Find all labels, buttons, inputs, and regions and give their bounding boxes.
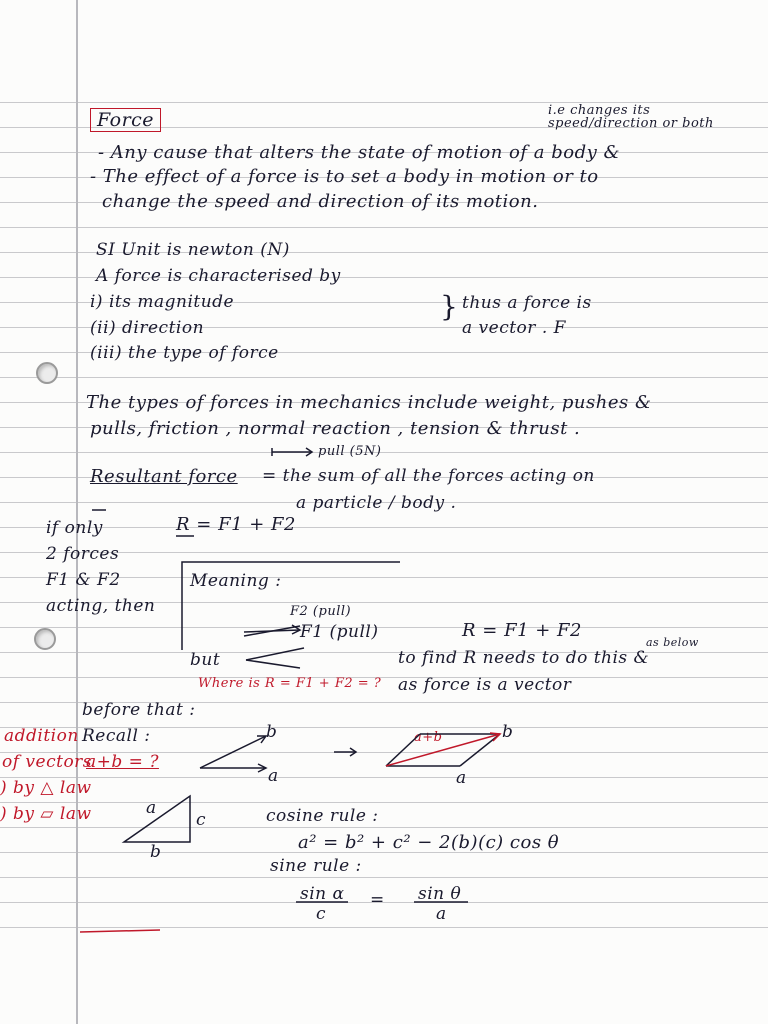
si-unit: SI Unit is newton (N) [96, 240, 290, 260]
meaning-equation: R = F1 + F2 [462, 620, 582, 641]
brace-glyph: } [440, 290, 459, 323]
sine-equals: = [370, 890, 385, 910]
vector-a-label: a [268, 766, 279, 786]
cosine-rule-label: cosine rule : [266, 806, 379, 826]
f1-pull-label: F1 (pull) [300, 622, 379, 642]
types-line-2: pulls, friction , normal reaction , tension & thrust . [90, 418, 581, 439]
if-only-4: acting, then [46, 596, 156, 616]
find-r-line: to find R needs to do this & [398, 648, 650, 668]
definition-line-1: - Any cause that alters the state of motion of a body & [98, 142, 620, 163]
meaning-box-bracket [182, 562, 400, 650]
addition-label-2: of vectors [2, 752, 93, 772]
vector-b-label-2: b [502, 722, 514, 742]
definition-line-3: change the speed and direction of its motion. [102, 191, 539, 212]
but-label: but [190, 650, 221, 670]
pull-note: pull (5N) [318, 444, 382, 459]
char-item: i) its magnitude [90, 292, 235, 312]
red-underline [80, 930, 160, 932]
char-item: (iii) the type of force [90, 343, 279, 363]
triangle-b-label: b [150, 842, 162, 862]
vector-a-label-2: a [456, 768, 467, 788]
by-parallelogram-law: ) by ▱ law [0, 804, 92, 824]
vector-note-1: thus a force is [462, 293, 592, 313]
law-triangle [124, 796, 190, 842]
addition-question: a+b = ? [86, 752, 159, 772]
sine-numerator-1: sin α [300, 884, 345, 904]
triangle-a-label: a [146, 798, 157, 818]
vector-a-plus-b-label: a+b [414, 730, 443, 745]
before-that: before that : [82, 700, 196, 720]
if-only-3: F1 & F2 [46, 570, 121, 590]
resultant-def-1: = the sum of all the forces acting on [262, 466, 595, 486]
sine-denominator-1: c [316, 904, 327, 924]
page-title: Force [90, 108, 161, 132]
vector-b [200, 736, 266, 768]
f2-pull-label: F2 (pull) [290, 604, 352, 619]
as-below-note: as below [646, 636, 699, 649]
sine-numerator-2: sin θ [418, 884, 462, 904]
sine-denominator-2: a [436, 904, 447, 924]
addition-label-1: addition [4, 726, 79, 746]
meaning-label: Meaning : [190, 571, 282, 591]
characterised-by: A force is characterised by [96, 266, 341, 286]
sine-rule-label: sine rule : [270, 856, 362, 876]
vector-note-2: a vector . F [462, 318, 566, 338]
if-only-2: 2 forces [46, 544, 120, 564]
but-arrow-2 [246, 660, 300, 668]
but-arrow-1 [246, 648, 304, 660]
by-triangle-law: ) by △ law [0, 778, 92, 798]
as-force-line: as force is a vector [398, 675, 572, 695]
types-line-1: The types of forces in mechanics include weight, pushes & [86, 392, 652, 413]
triangle-c-label: c [196, 810, 207, 830]
where-is-note: Where is R = F1 + F2 = ? [198, 676, 382, 691]
resultant-label: Resultant force [90, 466, 238, 487]
resultant-equation: R = F1 + F2 [176, 514, 296, 535]
definition-line-2: - The effect of a force is to set a body in motion or to [90, 166, 599, 187]
if-only-1: if only [46, 518, 103, 538]
resultant-def-2: a particle / body . [296, 493, 457, 513]
cosine-formula: a² = b² + c² − 2(b)(c) cos θ [298, 832, 560, 853]
char-item: (ii) direction [90, 318, 205, 338]
recall-label: Recall : [82, 726, 151, 746]
vector-b-label: b [266, 722, 278, 742]
side-note: i.e changes its speed/direction or both [548, 103, 714, 131]
